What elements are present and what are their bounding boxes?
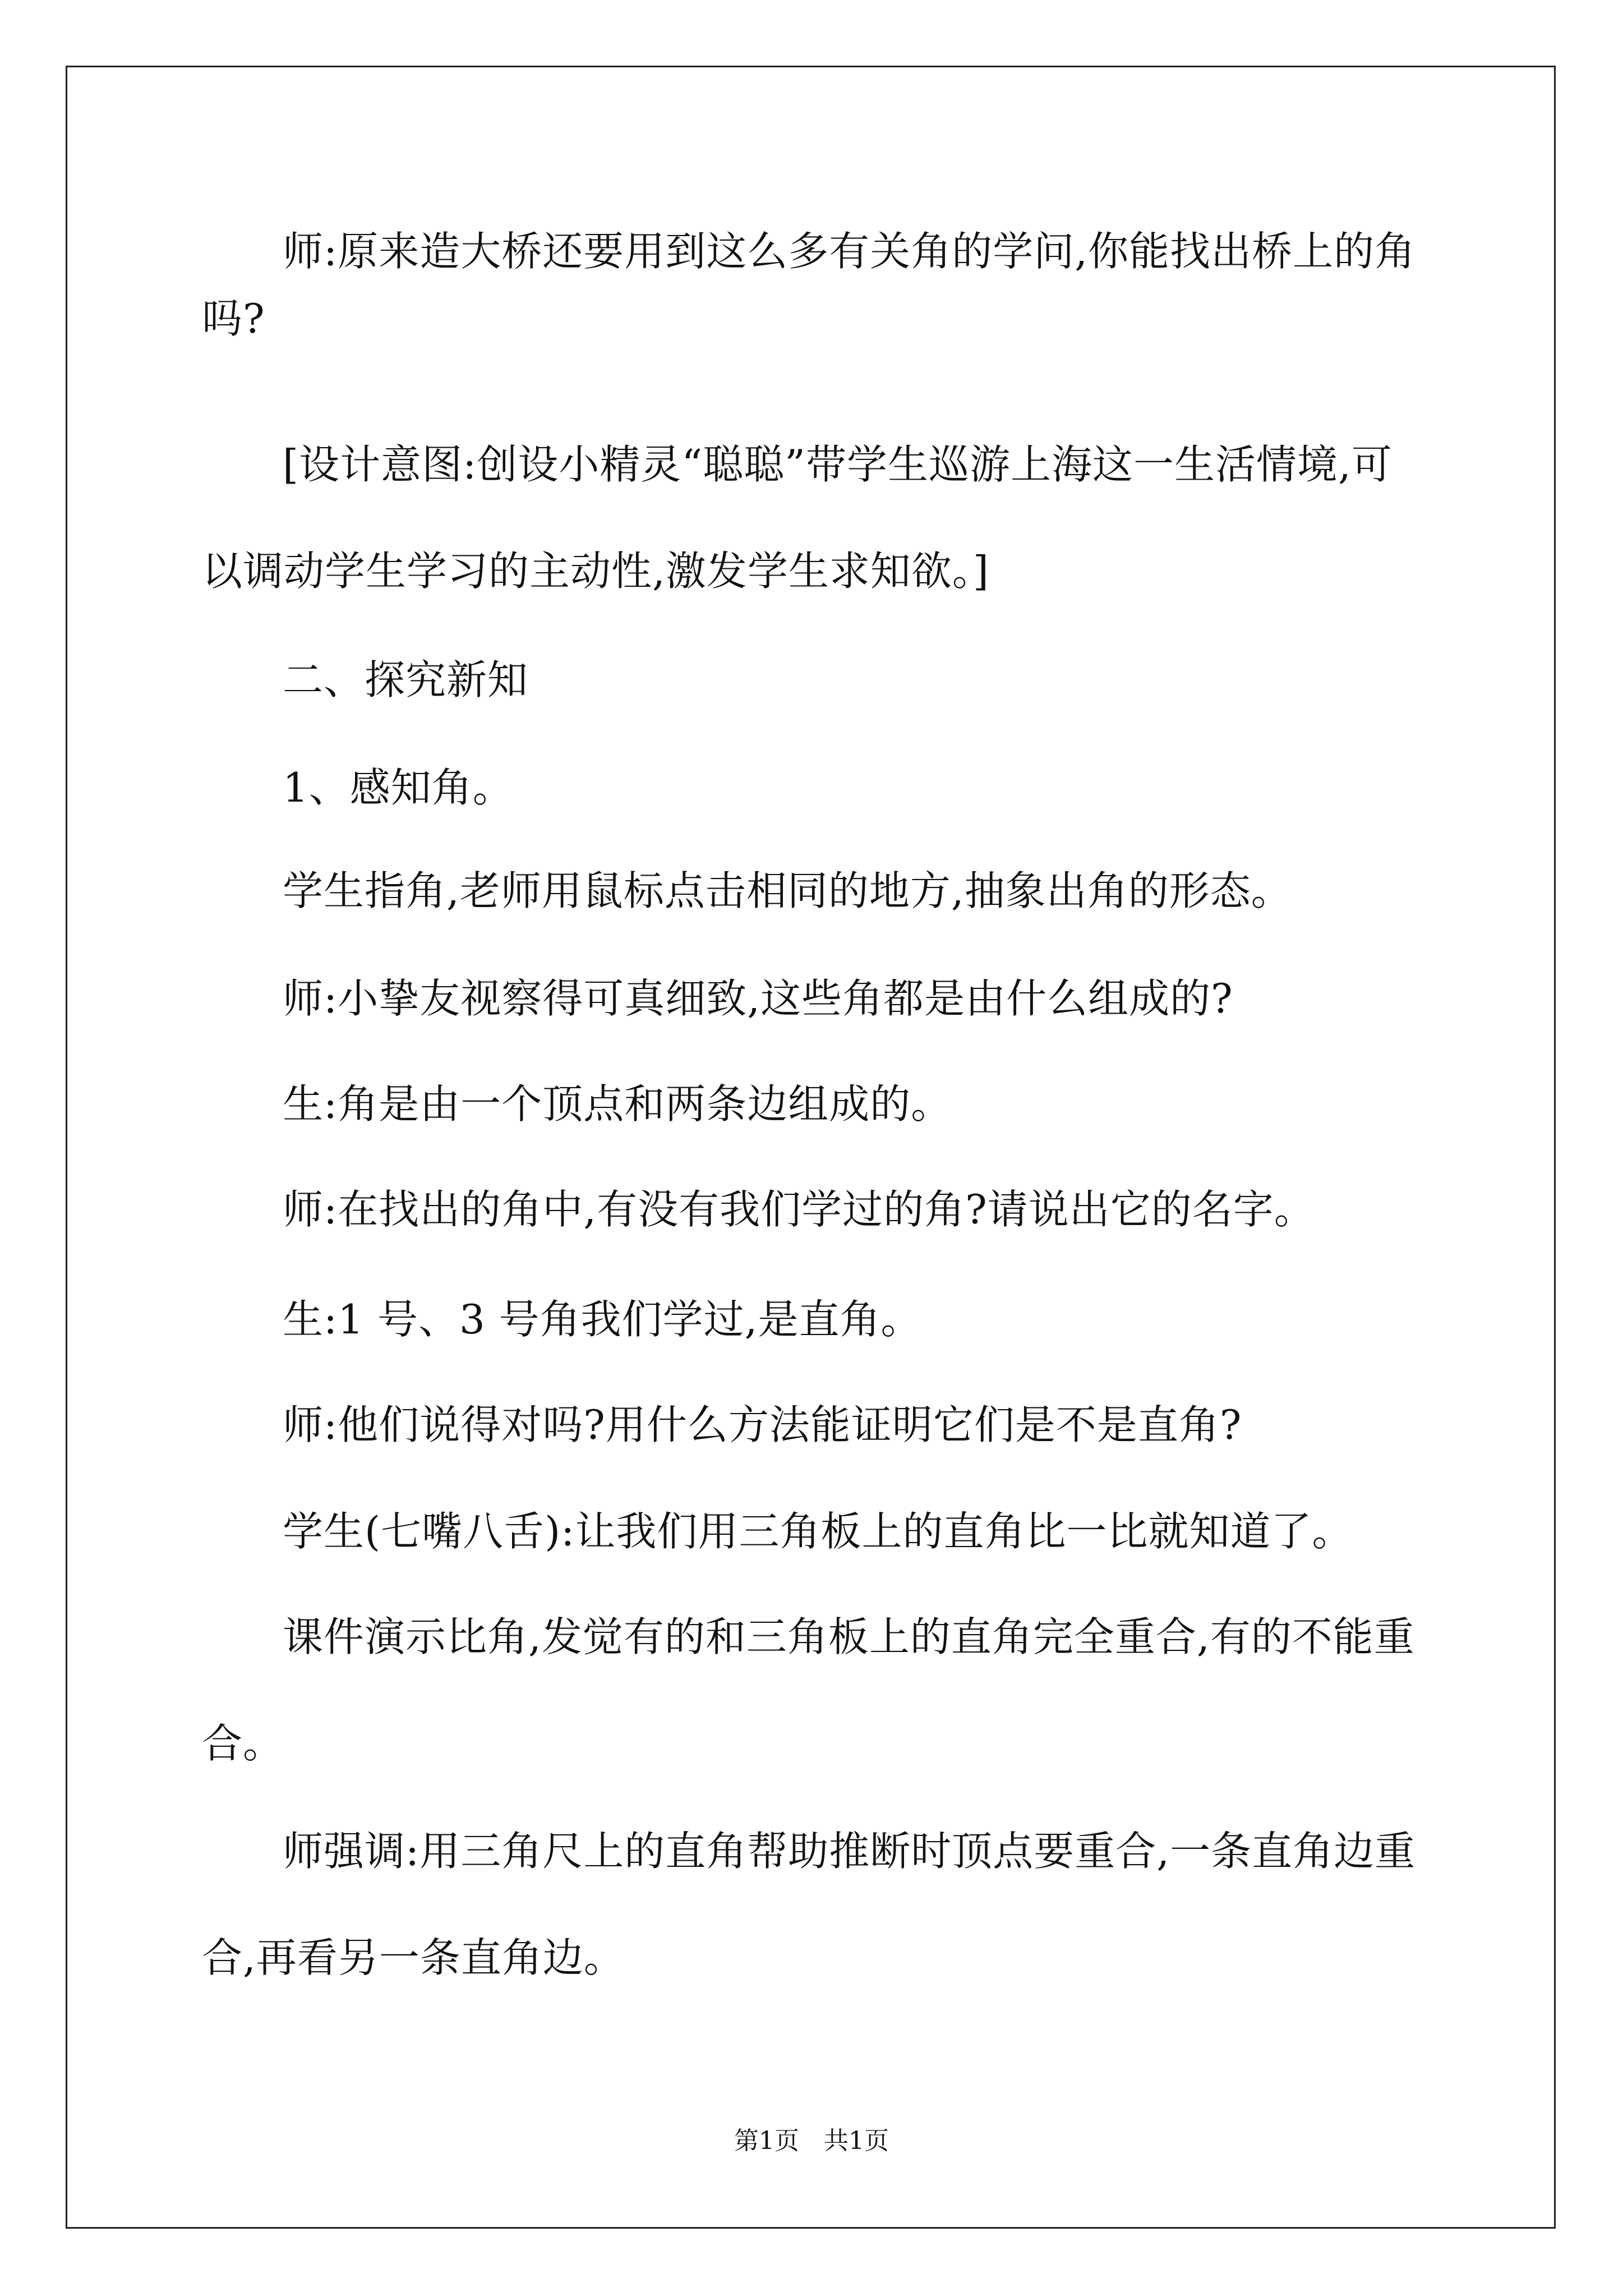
- paragraph-line: [设计意图:创设小精灵“聪聪”带学生巡游上海这一生活情境,可: [283, 441, 1393, 488]
- subsection-heading: 1、感知角。: [283, 764, 514, 811]
- paragraph-line: 生:1 号、3 号角我们学过,是直角。: [283, 1296, 922, 1343]
- paragraph-line: 师:在找出的角中,有没有我们学过的角?请说出它的名字。: [283, 1186, 1315, 1233]
- paragraph-line: 学生(七嘴八舌):让我们用三角板上的直角比一比就知道了。: [283, 1508, 1353, 1555]
- paragraph-line: 生:角是由一个顶点和两条边组成的。: [283, 1080, 952, 1128]
- paragraph-line: 师:小挚友视察得可真细致,这些角都是由什么组成的?: [283, 975, 1233, 1022]
- paragraph-line: 以调动学生学习的主动性,激发学生求知欲。]: [202, 547, 989, 595]
- page-footer: 第1页 共1页: [734, 2127, 889, 2155]
- paragraph-line: 师:原来造大桥还要用到这么多有关角的学问,你能找出桥上的角: [283, 228, 1416, 275]
- paragraph-line: 师强调:用三角尺上的直角帮助推断时顶点要重合,一条直角边重: [283, 1828, 1416, 1875]
- paragraph-line: 师:他们说得对吗?用什么方法能证明它们是不是直角?: [283, 1401, 1242, 1448]
- paragraph-line: 吗?: [202, 295, 265, 342]
- paragraph-line: 学生指角,老师用鼠标点击相同的地方,抽象出角的形态。: [283, 867, 1292, 914]
- paragraph-line: 课件演示比角,发觉有的和三角板上的直角完全重合,有的不能重: [283, 1613, 1415, 1660]
- paragraph-line: 合,再看另一条直角边。: [202, 1934, 625, 1981]
- paragraph-line: 合。: [202, 1720, 284, 1767]
- section-heading: 二、探究新知: [283, 656, 529, 703]
- page-border: [66, 66, 1556, 2229]
